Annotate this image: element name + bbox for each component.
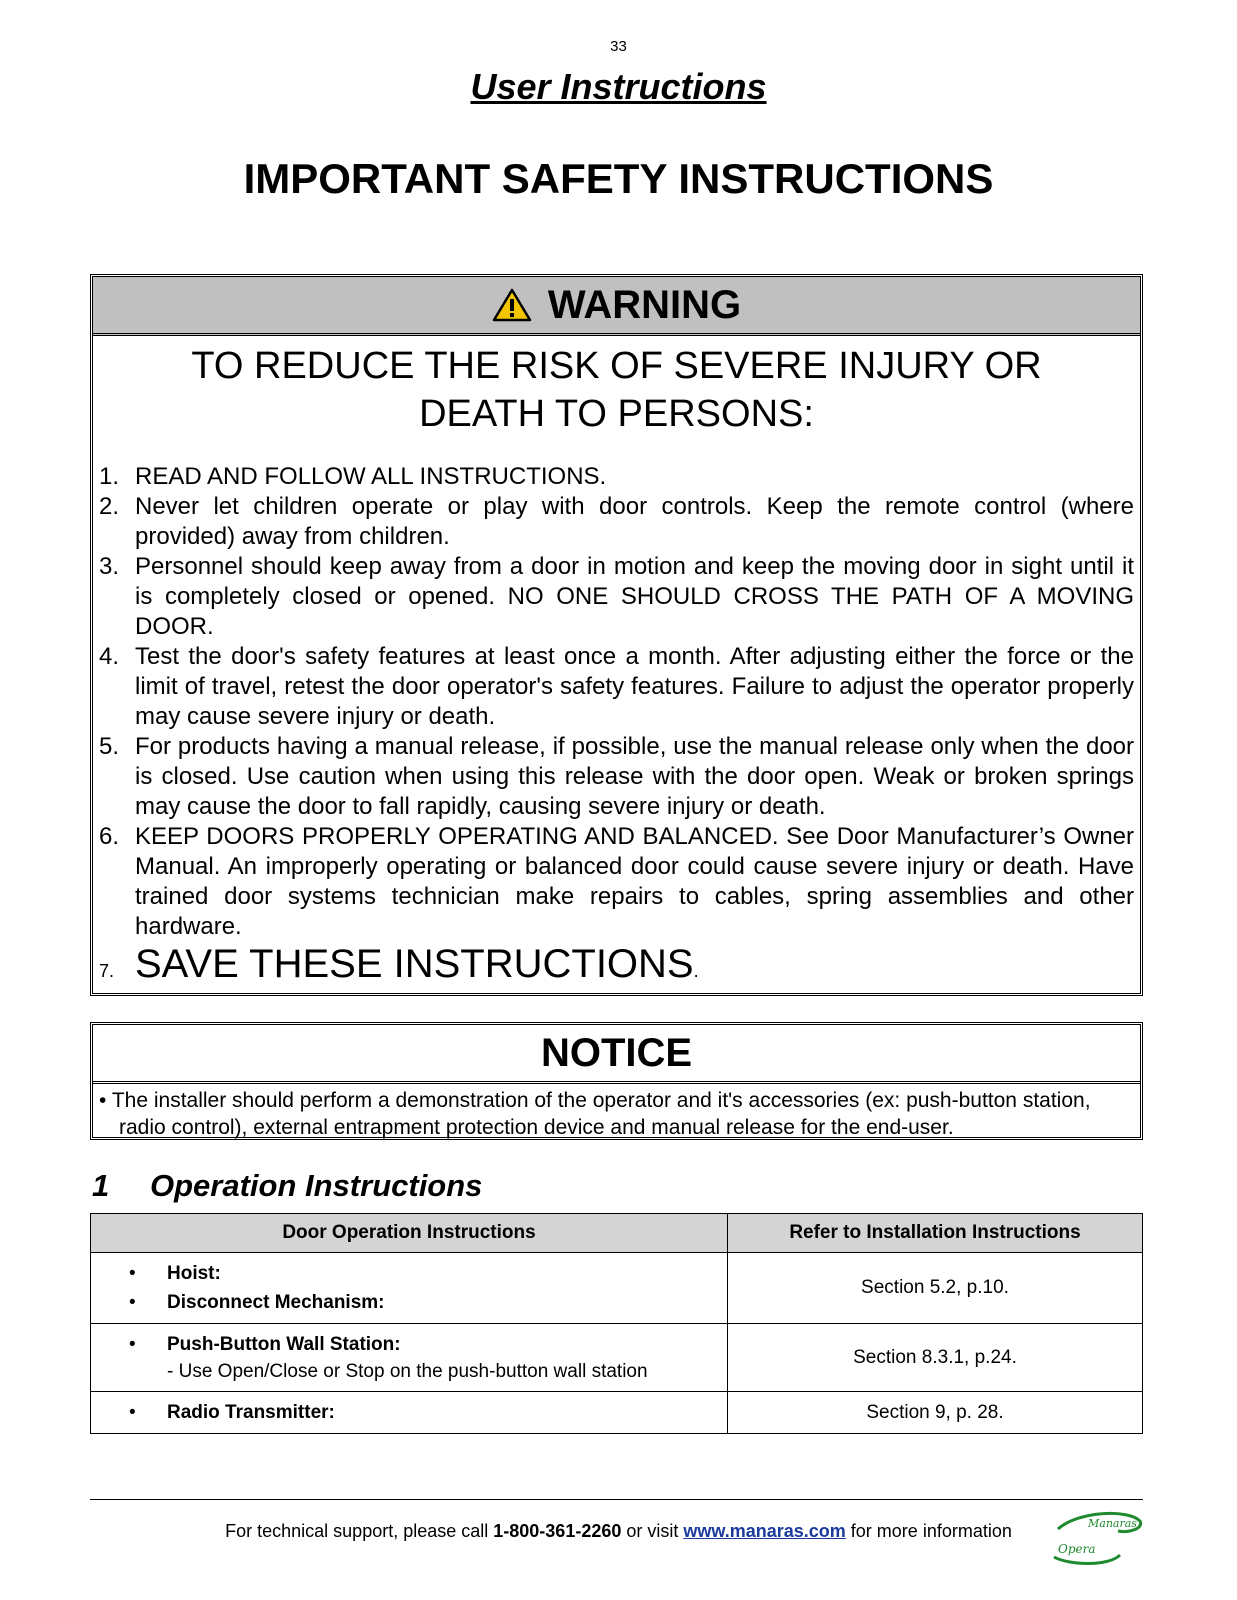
warning-triangle-icon — [492, 288, 532, 322]
reference-cell: Section 9, p. 28. — [728, 1392, 1143, 1434]
bullet: • — [99, 1089, 107, 1112]
notice-body: The installer should perform a demonstration of the operator and it's accessories (ex: push-button station, radio control), external entrapment protection device and manual release for the end-user. — [111, 1089, 1091, 1139]
footer-text: For technical support, please call 1-800-361-2260 or visit www.manaras.com for more information — [225, 1521, 1012, 1541]
op-item: Push-Button Wall Station: — [167, 1334, 401, 1355]
table-row: • Hoist: • Disconnect Mechanism: Section 5.2, p.10. — [91, 1253, 1143, 1324]
reference-cell: Section 5.2, p.10. — [728, 1253, 1143, 1324]
warning-subheading-line: TO REDUCE THE RISK OF SEVERE INJURY OR — [191, 345, 1042, 387]
section-number: 1 — [92, 1168, 110, 1203]
table-row: • Push-Button Wall Station: - Use Open/Close or Stop on the push-button wall station Section 8.3.1, p.24. — [91, 1324, 1143, 1392]
warning-item: 2. Never let children operate or play with door controls. Keep the remote control (where provided) away from children. — [99, 493, 1134, 550]
table-header-operation: Door Operation Instructions — [91, 1214, 728, 1253]
notice-text — [93, 1084, 1140, 1141]
warning-item: 1. READ AND FOLLOW ALL INSTRUCTIONS. — [99, 463, 607, 490]
reference-cell: Section 8.3.1, p.24. — [728, 1324, 1143, 1392]
table-header-reference: Refer to Installation Instructions — [728, 1214, 1143, 1253]
warning-item: 4. Test the door's safety features at least once a month. After adjusting either the force or the limit of travel, retest the door operator's safety features. Failure to adjust the operator properly may cause severe injury or death. — [99, 643, 1134, 730]
notice-header: NOTICE — [93, 1025, 1140, 1084]
op-subnote: - Use Open/Close or Stop on the push-button wall station — [167, 1361, 648, 1382]
warning-box — [90, 274, 1143, 996]
operation-table — [90, 1213, 1143, 1434]
table-row: • Radio Transmitter: Section 9, p. 28. — [91, 1392, 1143, 1434]
support-phone: 1-800-361-2260 — [493, 1521, 622, 1541]
svg-text:Manaras: Manaras — [1088, 1517, 1137, 1530]
svg-text:Opera: Opera — [1058, 1542, 1096, 1556]
warning-item: 3. Personnel should keep away from a door in motion and keep the moving door in sight until it is completely closed or opened. NO ONE SHOULD CROSS THE PATH OF A MOVING DOOR. — [99, 553, 1134, 640]
section-title: Operation Instructions — [150, 1168, 483, 1203]
warning-item: 6. KEEP DOORS PROPERLY OPERATING AND BALANCED. See Door Manufacturer’s Owner Manual. An improperly operating or balanced door could cause severe injury or death. Have trained door systems technician make repairs to cables, spring assemblies and other hardware. — [99, 823, 1134, 940]
main-heading: IMPORTANT SAFETY INSTRUCTIONS — [243, 155, 994, 202]
warning-list — [93, 462, 1140, 993]
section-heading — [92, 1168, 482, 1204]
document-title: User Instructions — [470, 66, 767, 107]
manaras-opera-logo — [1048, 1507, 1146, 1567]
footer-divider — [90, 1499, 1143, 1500]
warning-label: WARNING — [547, 282, 742, 327]
op-item: Hoist: — [167, 1263, 221, 1284]
warning-header — [93, 277, 1140, 336]
page-number: 33 — [610, 38, 627, 55]
warning-item-save: 7. SAVE THESE INSTRUCTIONS. — [99, 942, 699, 986]
website-link[interactable]: www.manaras.com — [683, 1521, 846, 1541]
warning-item: 5. For products having a manual release, if possible, use the manual release only when the door is closed. Use caution when using this release with the door open. Weak or broken springs may cause the door to fall rapidly, causing severe injury or death. — [99, 733, 1134, 820]
warning-subheading — [93, 342, 1140, 438]
op-item: Radio Transmitter: — [167, 1402, 335, 1423]
notice-box — [90, 1022, 1143, 1140]
warning-subheading-line: DEATH TO PERSONS: — [419, 393, 814, 435]
op-item: Disconnect Mechanism: — [167, 1292, 385, 1313]
